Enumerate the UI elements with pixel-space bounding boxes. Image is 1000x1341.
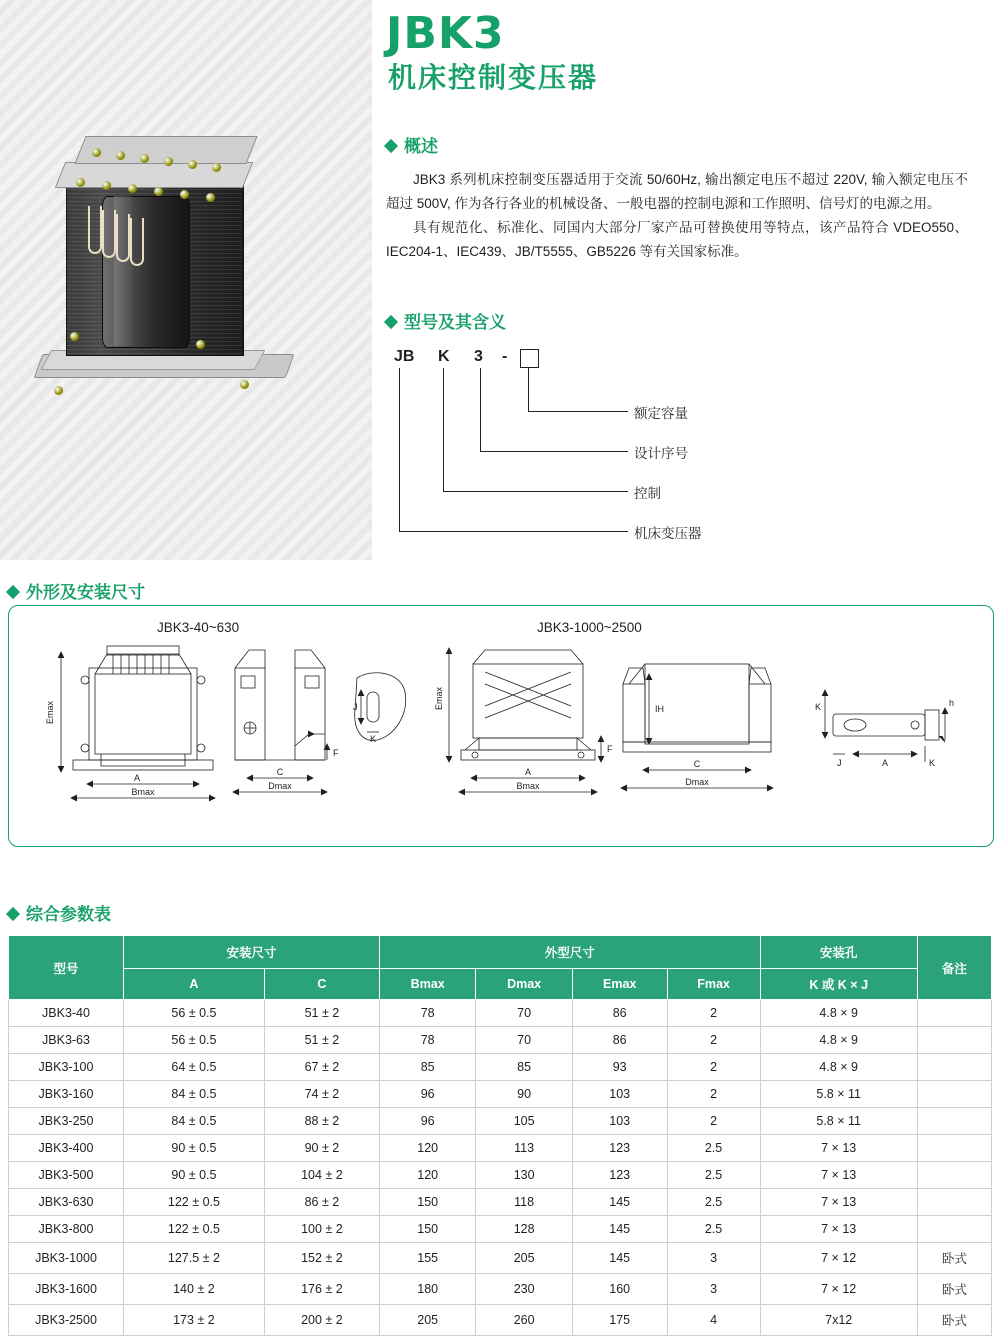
table-cell: 2 [667,1000,760,1027]
model-code-diagram [386,340,966,550]
table-cell: 4.8 × 9 [760,1054,917,1081]
th-mount-hole: 安装孔 [760,936,917,969]
table-cell: 140 ± 2 [124,1274,265,1305]
th-sub-bmax: Bmax [379,969,475,1000]
table-cell: 86 [572,1027,667,1054]
overview-paragraphs [386,168,968,264]
table-cell: 88 ± 2 [264,1108,379,1135]
table-cell-model: JBK3-630 [9,1189,124,1216]
table-cell: 86 [572,1000,667,1027]
svg-text:K: K [815,702,822,712]
table-cell: 3 [667,1243,760,1274]
svg-text:Emax: Emax [45,700,55,724]
table-cell: 86 ± 2 [264,1189,379,1216]
th-sub-dmax: Dmax [476,969,572,1000]
table-cell-model: JBK3-160 [9,1081,124,1108]
table-cell-model: JBK3-1000 [9,1243,124,1274]
table-cell: 5.8 × 11 [760,1081,917,1108]
table-cell: 176 ± 2 [264,1274,379,1305]
table-cell [917,1189,991,1216]
svg-text:Bmax: Bmax [131,787,155,797]
code-char-dash: - [502,348,508,365]
table-cell-model: JBK3-2500 [9,1305,124,1336]
dimensions-heading-text: 外形及安装尺寸 [26,583,145,602]
hero-section [0,0,1000,560]
screw-group [18,118,358,418]
table-cell-model: JBK3-800 [9,1216,124,1243]
table-row [9,1243,992,1274]
table-cell: 103 [572,1081,667,1108]
diamond-icon [384,139,398,153]
table-cell-model: JBK3-63 [9,1027,124,1054]
table-cell: 84 ± 0.5 [124,1081,265,1108]
svg-text:h: h [949,698,955,708]
table-cell: 122 ± 0.5 [124,1216,265,1243]
table-row [9,1274,992,1305]
table-cell: 56 ± 0.5 [124,1000,265,1027]
code-label-capacity: 额定容量 [634,406,688,421]
table-cell: 200 ± 2 [264,1305,379,1336]
parameter-table-heading [8,900,111,925]
table-cell: 118 [476,1189,572,1216]
table-cell: 175 [572,1305,667,1336]
table-cell: 85 [379,1054,475,1081]
table-cell: 56 ± 0.5 [124,1027,265,1054]
table-row [9,1216,992,1243]
table-cell [917,1135,991,1162]
code-label-design-no: 设计序号 [634,446,688,461]
table-cell: 2.5 [667,1162,760,1189]
svg-text:C: C [693,759,701,769]
lead-wire [102,210,116,258]
dimensions-drawings [9,606,993,846]
table-cell: 70 [476,1000,572,1027]
overview-heading-text: 概述 [404,137,438,156]
parameter-table [8,935,992,1336]
diamond-icon [6,907,20,921]
th-model: 型号 [9,936,124,1000]
table-cell: 100 ± 2 [264,1216,379,1243]
svg-text:Dmax: Dmax [685,777,709,787]
lead-wire [116,214,130,262]
table-cell: 4 [667,1305,760,1336]
table-cell [917,1162,991,1189]
diamond-icon [6,585,20,599]
table-cell: 155 [379,1243,475,1274]
svg-text:K: K [929,758,936,768]
table-cell: 103 [572,1108,667,1135]
leader-line [443,491,628,492]
table-cell: 150 [379,1189,475,1216]
table-cell: 7 × 13 [760,1135,917,1162]
svg-text:A: A [133,773,141,783]
table-cell [917,1027,991,1054]
table-cell: 卧式 [917,1305,991,1336]
dimensions-left-title: JBK3-40~630 [157,620,240,635]
lead-wire [88,206,102,254]
table-cell: 180 [379,1274,475,1305]
table-cell: 64 ± 0.5 [124,1054,265,1081]
svg-text:F: F [333,748,339,758]
table-cell: 205 [379,1305,475,1336]
table-cell [917,1054,991,1081]
table-cell-model: JBK3-500 [9,1162,124,1189]
table-cell: 卧式 [917,1243,991,1274]
table-cell: 卧式 [917,1274,991,1305]
table-cell: 113 [476,1135,572,1162]
code-char-k: K [438,348,450,365]
svg-text:K: K [369,734,377,744]
table-cell: 4.8 × 9 [760,1027,917,1054]
leader-line [528,368,529,412]
svg-text:F: F [607,744,613,754]
table-cell: 85 [476,1054,572,1081]
table-cell: 260 [476,1305,572,1336]
table-cell [917,1216,991,1243]
svg-text:Dmax: Dmax [268,781,292,791]
table-cell [917,1108,991,1135]
table-row [9,1108,992,1135]
diamond-icon [384,315,398,329]
table-cell: 7x12 [760,1305,917,1336]
leader-line [480,368,481,452]
table-cell: 2 [667,1081,760,1108]
leader-line [399,368,400,532]
table-cell: 145 [572,1189,667,1216]
table-cell: 4.8 × 9 [760,1000,917,1027]
table-cell: 90 ± 0.5 [124,1162,265,1189]
table-cell: 105 [476,1108,572,1135]
table-head-row-2 [9,969,992,1000]
table-cell: 93 [572,1054,667,1081]
table-row [9,1081,992,1108]
overview-paragraph-2: 具有规范化、标准化、同国内大部分厂家产品可替换使用等特点，该产品符合 VDEO550、IEC204-1、IEC439、JB/T5555、GB5226 等有关国家标准。 [386,220,968,259]
svg-text:IH: IH [655,704,664,714]
table-cell: 78 [379,1027,475,1054]
table-cell: 2 [667,1054,760,1081]
overview-paragraph-1: JBK3 系列机床控制变压器适用于交流 50/60Hz, 输出额定电压不超过 220V, 输入额定电压不超过 500V, 作为各行各业的机械设备、一般电器的控制电源和工作照明、信号灯的电源之用。 [386,172,968,211]
table-cell: 7 × 13 [760,1162,917,1189]
model-code-heading [386,308,506,333]
svg-text:J: J [353,702,358,712]
table-cell: 3 [667,1274,760,1305]
code-label-control: 控制 [634,486,661,501]
table-cell: 122 ± 0.5 [124,1189,265,1216]
table-cell: 152 ± 2 [264,1243,379,1274]
table-cell: 90 ± 2 [264,1135,379,1162]
th-sub-fmax: Fmax [667,969,760,1000]
dimensions-right-title: JBK3-1000~2500 [537,620,642,635]
svg-text:Emax: Emax [434,686,444,710]
table-cell: 127.5 ± 2 [124,1243,265,1274]
table-cell: 205 [476,1243,572,1274]
table-cell [917,1081,991,1108]
table-cell: 2 [667,1027,760,1054]
table-row [9,1305,992,1336]
table-cell: 7 × 12 [760,1274,917,1305]
table-cell: 2.5 [667,1216,760,1243]
brand-subtitle: 机床控制变压器 [388,62,599,93]
svg-text:A: A [881,758,889,768]
table-row [9,1054,992,1081]
table-cell: 74 ± 2 [264,1081,379,1108]
table-cell: 70 [476,1027,572,1054]
lead-wire [130,218,144,266]
table-cell: 120 [379,1135,475,1162]
svg-text:A: A [524,767,532,777]
table-cell [917,1000,991,1027]
table-head [9,936,992,1000]
table-cell: 7 × 12 [760,1243,917,1274]
table-row [9,1162,992,1189]
table-cell: 51 ± 2 [264,1027,379,1054]
table-cell: 96 [379,1081,475,1108]
th-sub-emax: Emax [572,969,667,1000]
th-sub-c: C [264,969,379,1000]
svg-text:C: C [276,767,284,777]
table-row [9,1027,992,1054]
overview-heading [386,132,438,157]
table-cell: 90 [476,1081,572,1108]
code-char-jb: JB [394,348,415,365]
table-cell: 2.5 [667,1189,760,1216]
table-cell: 123 [572,1135,667,1162]
table-cell: 173 ± 2 [124,1305,265,1336]
table-cell: 78 [379,1000,475,1027]
product-photo [18,118,358,418]
svg-text:Bmax: Bmax [516,781,540,791]
leader-line [399,531,628,532]
table-cell: 90 ± 0.5 [124,1135,265,1162]
table-cell: 145 [572,1216,667,1243]
table-cell: 230 [476,1274,572,1305]
table-cell: 130 [476,1162,572,1189]
table-cell-model: JBK3-100 [9,1054,124,1081]
table-cell-model: JBK3-1600 [9,1274,124,1305]
table-cell: 67 ± 2 [264,1054,379,1081]
table-cell-model: JBK3-250 [9,1108,124,1135]
model-code-heading-text: 型号及其含义 [404,313,506,332]
th-sub-kj: K 或 K × J [760,969,917,1000]
table-body [9,1000,992,1336]
table-cell: 120 [379,1162,475,1189]
table-cell: 84 ± 0.5 [124,1108,265,1135]
code-label-machine-transformer: 机床变压器 [634,526,702,541]
table-cell: 150 [379,1216,475,1243]
table-cell: 51 ± 2 [264,1000,379,1027]
code-capacity-box [520,349,539,368]
leader-line [528,411,628,412]
table-cell: 96 [379,1108,475,1135]
th-outline-size: 外型尺寸 [379,936,760,969]
table-cell: 7 × 13 [760,1189,917,1216]
table-row [9,1189,992,1216]
svg-text:J: J [837,758,842,768]
table-row [9,1135,992,1162]
dimensions-heading [8,578,145,603]
table-cell-model: JBK3-40 [9,1000,124,1027]
table-cell: 123 [572,1162,667,1189]
code-char-3: 3 [474,348,483,365]
table-row [9,1000,992,1027]
table-cell: 2.5 [667,1135,760,1162]
th-sub-a: A [124,969,265,1000]
table-cell: 160 [572,1274,667,1305]
table-cell: 104 ± 2 [264,1162,379,1189]
parameter-table-heading-text: 综合参数表 [26,905,111,924]
leader-line [480,451,628,452]
table-cell: 128 [476,1216,572,1243]
leader-line [443,368,444,492]
th-remark: 备注 [917,936,991,1000]
brand-title: JBK3 [386,8,505,59]
table-cell: 145 [572,1243,667,1274]
table-cell: 2 [667,1108,760,1135]
table-head-row-1 [9,936,992,969]
th-install-size: 安装尺寸 [124,936,380,969]
table-cell-model: JBK3-400 [9,1135,124,1162]
table-cell: 5.8 × 11 [760,1108,917,1135]
dimensions-panel [8,605,994,847]
table-cell: 7 × 13 [760,1216,917,1243]
